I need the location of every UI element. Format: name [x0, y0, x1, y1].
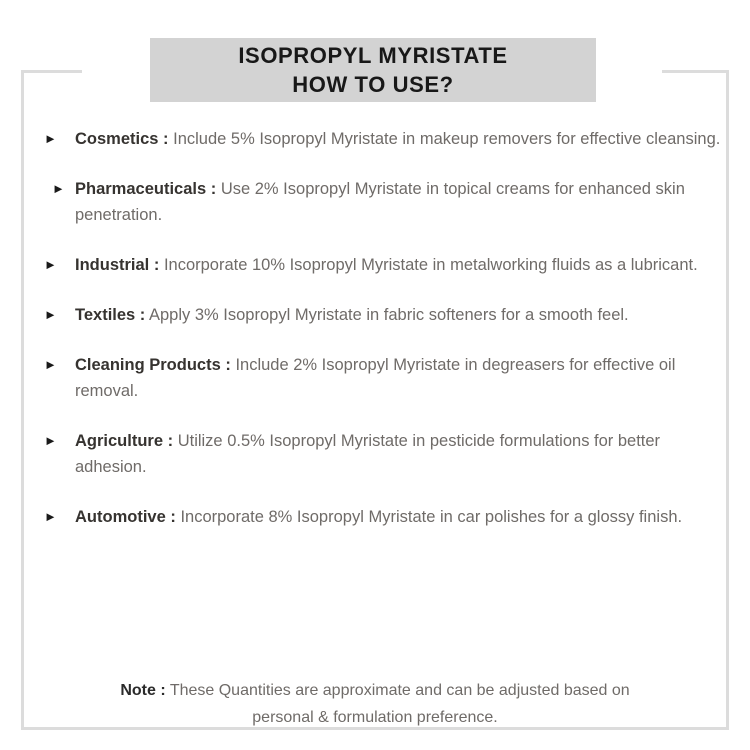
arrow-bullet-icon: ► [44, 357, 57, 372]
item-label: Industrial : [75, 256, 160, 274]
arrow-bullet-icon: ► [44, 307, 57, 322]
page-title [150, 38, 596, 102]
list-item [44, 176, 728, 228]
arrow-bullet-icon: ► [52, 181, 65, 196]
item-label: Textiles : [75, 306, 146, 324]
list-item [44, 252, 728, 278]
arrow-bullet-icon: ► [44, 433, 57, 448]
arrow-bullet-icon: ► [44, 131, 57, 146]
item-description: Incorporate 8% Isopropyl Myristate in car polishes for a glossy finish. [180, 508, 683, 526]
note [95, 677, 655, 731]
item-text [75, 504, 725, 530]
arrow-bullet-icon: ► [44, 257, 57, 272]
usage-list [44, 126, 728, 554]
list-item [44, 504, 728, 530]
list-item [44, 428, 728, 480]
item-description: Include 5% Isopropyl Myristate in makeup removers for effective cleansing. [173, 130, 721, 148]
item-label: Automotive : [75, 508, 176, 526]
title-line-1: ISOPROPYL MYRISTATE [238, 43, 508, 68]
item-text [75, 176, 725, 228]
item-description: Apply 3% Isopropyl Myristate in fabric softeners for a smooth feel. [149, 306, 629, 324]
item-text [75, 428, 725, 480]
item-label: Cosmetics : [75, 130, 169, 148]
note-text: These Quantities are approximate and can be adjusted based on personal & formulation preference. [169, 682, 630, 726]
item-label: Pharmaceuticals : [75, 180, 217, 198]
item-label: Agriculture : [75, 432, 174, 450]
item-text [75, 126, 725, 152]
item-description: Utilize 0.5% Isopropyl Myristate in pesticide formulations for better adhesion. [75, 432, 661, 476]
arrow-bullet-icon: ► [44, 509, 57, 524]
list-item [44, 352, 728, 404]
item-text [75, 352, 725, 404]
item-description: Incorporate 10% Isopropyl Myristate in metalworking fluids as a lubricant. [163, 256, 698, 274]
item-text [75, 252, 725, 278]
item-label: Cleaning Products : [75, 356, 231, 374]
list-item [44, 302, 728, 328]
title-line-2: HOW TO USE? [292, 72, 454, 97]
list-item [44, 126, 728, 152]
note-label: Note : [120, 682, 166, 699]
item-description: Use 2% Isopropyl Myristate in topical creams for enhanced skin penetration. [75, 180, 685, 224]
item-description: Include 2% Isopropyl Myristate in degreasers for effective oil removal. [75, 356, 676, 400]
item-text [75, 302, 725, 328]
